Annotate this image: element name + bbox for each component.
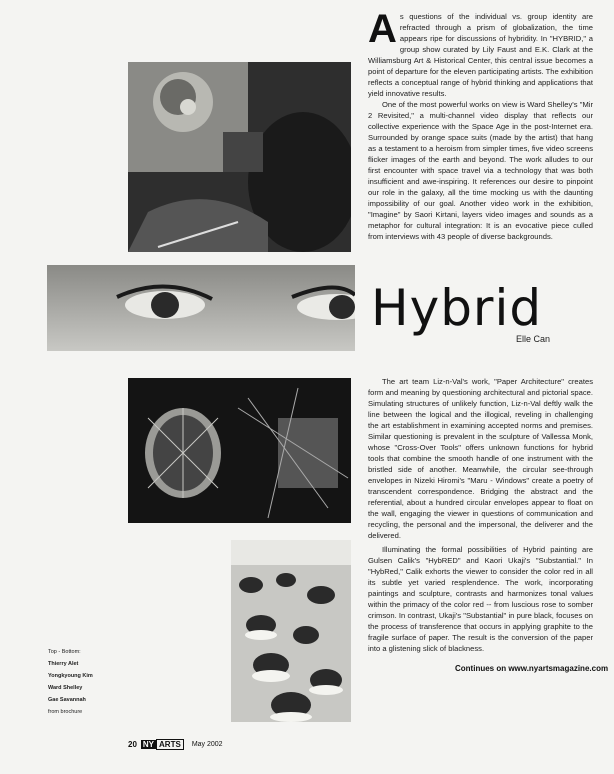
credit-name: Gae Savannah <box>48 697 86 703</box>
artwork-photo-1 <box>128 62 351 252</box>
credit-name: Yongkyoung Kim <box>48 673 93 679</box>
article-title: Hybrid <box>371 279 543 337</box>
photo-credits <box>48 646 93 718</box>
credit-name: Ward Shelley <box>48 685 83 691</box>
article-author: Elle Can <box>516 334 551 344</box>
page-footer <box>128 739 223 750</box>
drop-cap: A <box>368 7 397 51</box>
artwork-photo-4 <box>231 540 351 722</box>
credits-source: from brochure <box>48 709 83 715</box>
issue-date: May 2002 <box>191 741 223 748</box>
article-paragraph-2: One of the most powerful works on view is Ward Shelley's "Mir 2 Revisited," a multi-channel video display that reflects our collective experience with the Space Age in the post-Internet era. Surrounded by orange space suits (made by the artist) that hang as a testament to a heroism from simpler times, five video screens flicker images of the earth and beyond. The work alludes to our first encounter with space travel via a technology that was both insufficient and awe-inspiring. It references our desire to pinpoint our role in the galaxy, all the time mocking us with the daunting impossibility of our goal. Another video work in the exhibition, "Imagine" by Saori Kirtani, layers video images and sounds as a metaphor for cultural integration: It is an evocative piece culled from interviews with 43 people of diverse backgrounds. <box>368 100 593 241</box>
magazine-logo: NY ARTS <box>141 739 184 750</box>
article-column-top <box>368 7 593 242</box>
article-paragraph-1: s questions of the individual vs. group identity are refracted through a prism of globalization, the time appears ripe for discussions of hybridity. In "HYBRID," a group show curated by Lily Faust and E.K. Clark at the Williamsburg Art & Historical Center, this central issue becomes a point of departure for the eleven participating artists. The exhibition reflects a conceptual range of hybrid thinking and applications that yield innovative results. <box>368 12 593 98</box>
page-number: 20 <box>128 740 137 749</box>
artwork-photo-3 <box>128 378 351 523</box>
article-paragraph-4: Illuminating the formal possibilities of Hybrid painting are Gulsen Calik's "HybRED" and Kaori Ukaji's "Substantial." In "HybRed," Calik exhorts the viewer to consider the color red in all its subtle yet varied resplendence. The work, incorporating paintings and sculpture, contrasts and harmonizes tonal values within the primacy of the color red -- from luscious rose to somber crimson. In contrast, Ukaji's "Substantial" in pure black, focuses on the process of transference that occurs in applying graphite to the fragile surface of paper. The result is the conversion of the paper into a glistening slick of blackness. <box>368 545 593 653</box>
credits-heading: Top - Bottom: <box>48 649 81 655</box>
credit-name: Thierry Alet <box>48 661 79 667</box>
article-paragraph-3: The art team Liz-n-Val's work, "Paper Architecture" creates form and meaning by questioning architectural and pictorial space. Simulating structures of unlikely function, Liz-n-Val deftly walk the line between the logical and the illogical, reveling in challenging the art establishment in examining accepted norms and premises. Similar questioning is prevalent in the sculpture of Vallessa Monk, whose "Cross-Over Tools" offers unknown functions for hybrid tools that combine the smooth handle of one instrument with the bristled side of another. Meanwhile, the circular see-through envelopes in Nizeki Hiromi's "Maru - Windows" create a poetry of transcendent correspondence. Bridging the abstract and the referential, about a hundred circular envelopes appear to float on the wall, engaging the viewer in questions of communication and recycling, the personal and the impersonal, the deliverer and the delivered. <box>368 377 593 540</box>
artwork-photo-2 <box>47 265 355 351</box>
article-column-bottom <box>368 376 593 654</box>
continues-link[interactable]: Continues on www.nyartsmagazine.com <box>455 664 609 673</box>
